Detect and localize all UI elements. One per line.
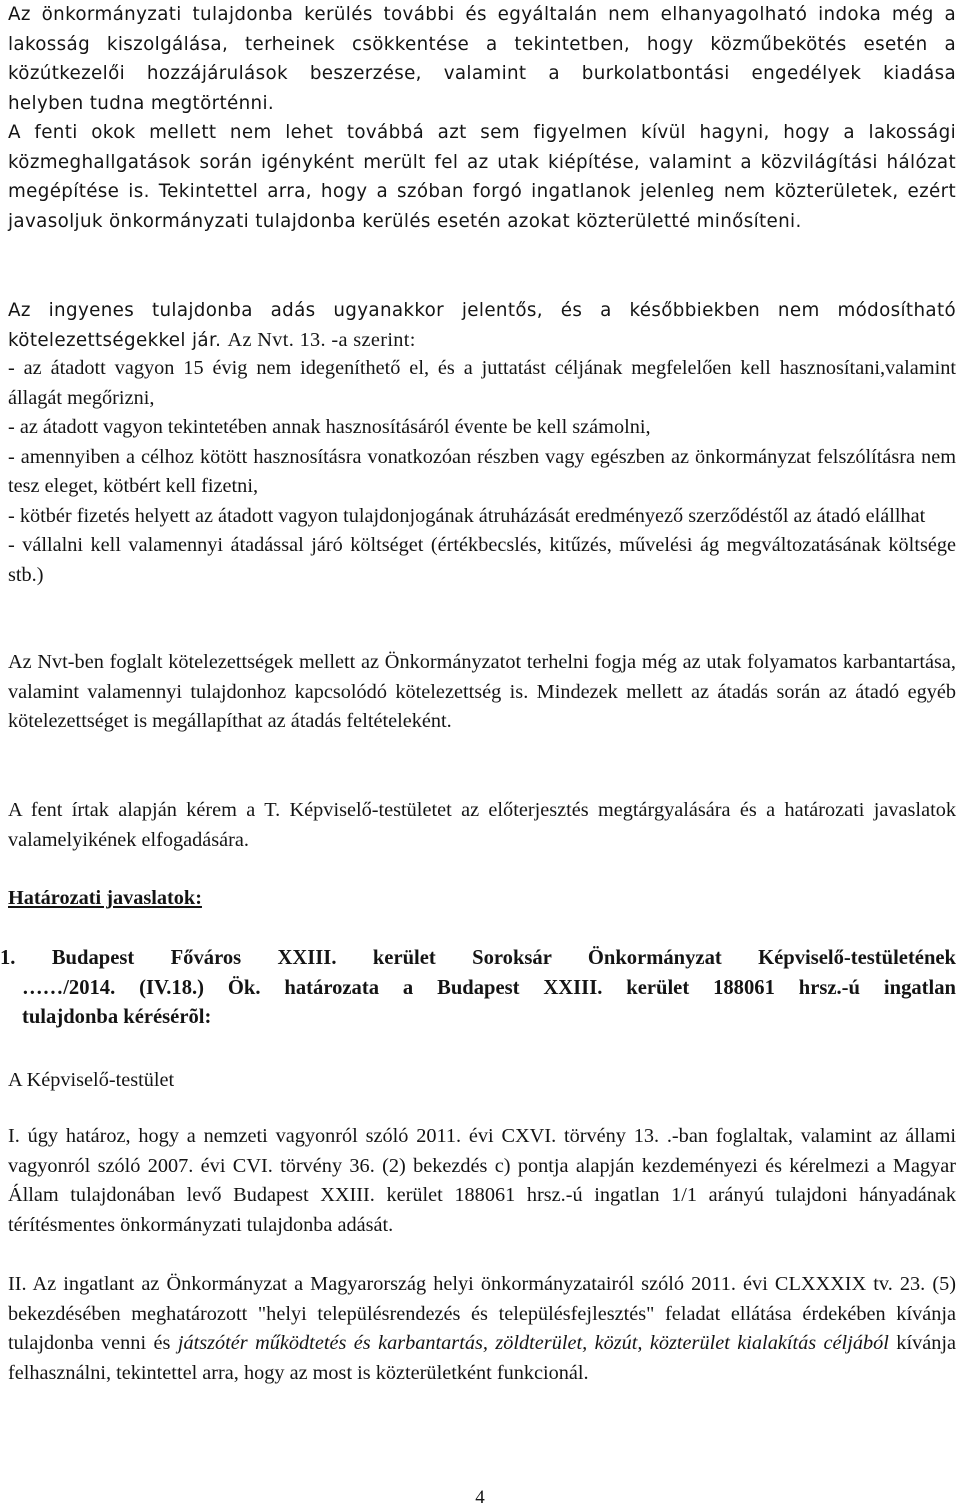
resolution-title-line-1: 1. Budapest Főváros XXIII. kerület Soroksár Önkormányzat Képviselő-testületének xyxy=(0,947,956,969)
resolution-title-line-3: tulajdonba kérésérõl: xyxy=(22,1006,212,1029)
resolution-point-1-text: I. úgy határoz, hogy a nemzeti vagyonról szóló 2011. évi CXVI. törvény 13. .-ban foglaltak, valamint az állami vagyonról szóló 2007. évi CVI. törvény 36. (2) bekezdés c) pontja alapján kezdeményezi és kérelmezi a Magyar Állam tulajdonában levő Budapest XXIII. kerület 188061 hrsz.-ú ingatlan 1/1 arányú tulajdoni hányadának térítésmentes önkormányzati tulajdonba adását. xyxy=(8,1125,956,1236)
resolution-point-2-text-a: II. Az ingatlant az Önkormányzat a Magyarország helyi önkormányzatairól szóló 2011. évi CLXXXIX tv. 23. (5) bekezdésében meghatározott "helyi településrendezés és településfejlesztés" feladat ellátása érdekében kívánja tulajdonba venni és xyxy=(8,1273,956,1354)
resolutions-heading-block xyxy=(8,884,956,914)
obligation-item-4: - kötbér fizetés helyett az átadott vagyon tulajdonjogának átruházását eredményező szerződéstől az átadó elállhat xyxy=(8,504,926,527)
request-paragraph xyxy=(8,796,956,855)
obligation-item-3: - amennyiben a célhoz kötött hasznosításra vonatkozóan részben vagy egészben az önkormányzat felszólításra nem tesz eleget, kötbért kell fizetni, xyxy=(8,445,956,497)
resolution-title-line-2: ……/2014. (IV.18.) Ök. határozata a Budapest XXIII. kerület 188061 hrsz.-ú ingatlan xyxy=(22,976,956,999)
resolution-point-2-text-b: kívánja felhasználni, tekintettel arra, hogy az most is közterületként funkcionál. xyxy=(8,1332,957,1384)
resolution-point-2-purpose: játszótér működtetés és karbantartás, zöldterület, közút, közterület kialakítás céljából xyxy=(177,1332,889,1354)
request-text: A fent írtak alapján kérem a T. Képviselő-testületet az előterjesztés megtárgyalására és a határozati javaslatok valamelyikének elfogadására. xyxy=(8,799,956,851)
nvt-text: Az Nvt-ben foglalt kötelezettségek mellett az Önkormányzatot terhelni fogja még az utak folyamatos karbantartása, valamint valamennyi tulajdonhoz kapcsolódó kötelezettség is. Mindezek mellett az átadás során az átadó egyéb kötelezettséget is megállapíthat az átadás feltételeként. xyxy=(8,651,956,732)
obligation-item-1: - az átadott vagyon 15 évig nem idegeníthető el, és a juttatást céljának megfelelően kell hasznosítani,valamint állagát megőrizni, xyxy=(8,357,956,409)
body-label-block xyxy=(8,1066,956,1096)
intro-sentence-recommend: Tekintettel arra, hogy a szóban forgó ingatlanok jelenleg nem közterületek, ezért javasoljuk önkormányzati tulajdonba kerülés esetén azokat közterületté minősíteni. xyxy=(8,181,956,232)
obligation-item-5: - vállalni kell valamennyi átadással járó költséget (értékbecslés, kitűzés, művelési ág megváltozatásának költsége stb.) xyxy=(8,534,956,586)
intro-line-4: helyben tudna megtörténni. xyxy=(8,92,275,114)
obligations-list xyxy=(8,354,956,590)
intro-line-3: közútkezelői hozzájárulások beszerzése, valamint a burkolatbontási engedélyek kiadása xyxy=(8,63,956,85)
resolutions-heading: Határozati javaslatok: xyxy=(8,887,202,909)
intro-sentence-reasons: A fenti okok mellett nem lehet továbbá azt sem figyelmen kívül hagyni, hogy a lakossági közmeghallgatások során igényként merült fel az utak kiépítése, valamint a közvilágítási hálózat megépítése is. xyxy=(8,122,956,203)
intro-line-1: Az önkormányzati tulajdonba kerülés további és egyáltalán nem elhanyagolható indoka még a xyxy=(8,4,956,25)
resolution-title xyxy=(0,944,956,1033)
page-number: 4 xyxy=(475,1487,485,1508)
obligations-intro xyxy=(8,296,956,355)
intro-line-2: lakosság kiszolgálása, terheinek csökkentése a tekintetben, hogy közműbekötés esetén a xyxy=(8,33,956,55)
resolution-point-2 xyxy=(8,1270,956,1388)
body-label: A Képviselő-testület xyxy=(8,1069,175,1091)
obligation-item-2: - az átadott vagyon tekintetében annak hasznosításáról évente be kell számolni, xyxy=(8,416,651,438)
intro-paragraph xyxy=(8,0,956,118)
nvt-reference: Az Nvt. 13. -a szerint: xyxy=(227,328,416,351)
obligations-text: Az ingyenes tulajdonba adás ugyanakkor jelentős, és a későbbiekben nem módosítható kötelezettségekkel jár. xyxy=(8,300,956,351)
intro-paragraph-2 xyxy=(8,118,956,236)
nvt-paragraph xyxy=(8,648,956,737)
resolution-point-1 xyxy=(8,1122,956,1240)
